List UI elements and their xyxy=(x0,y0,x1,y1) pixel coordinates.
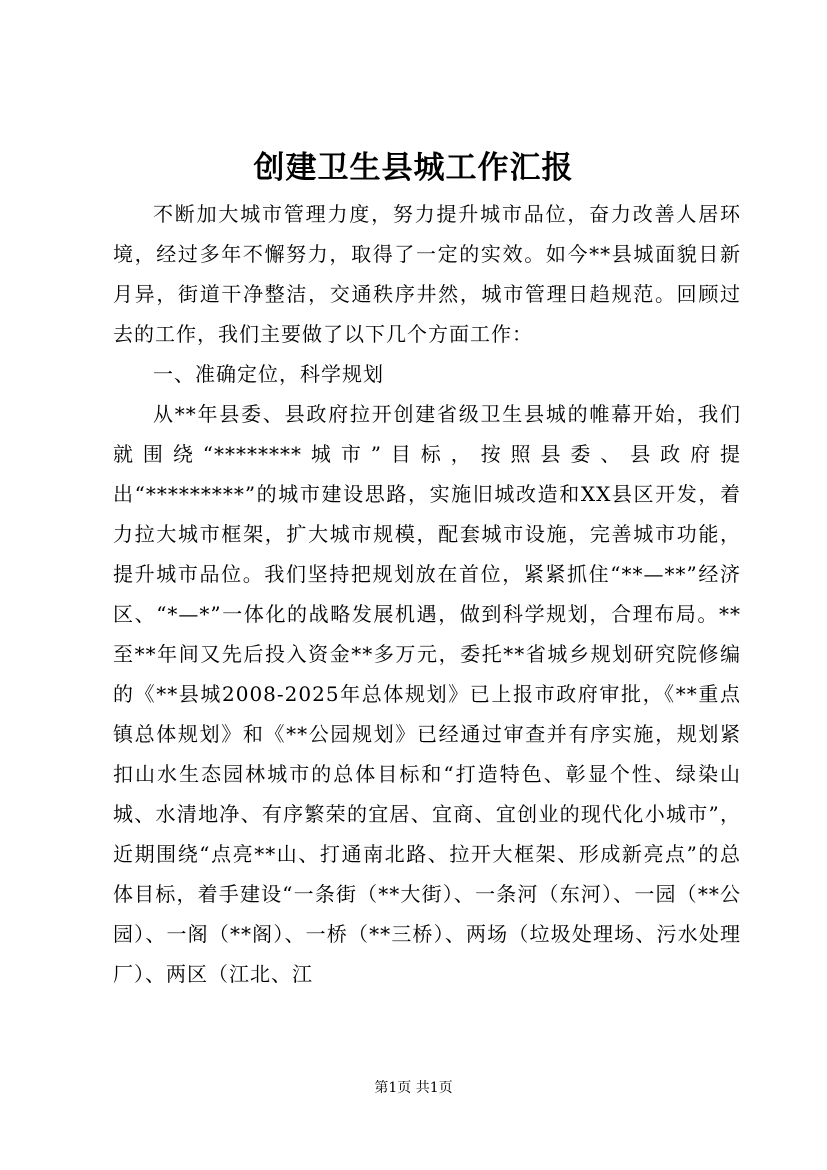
section-paragraph: 从**年县委、县政府拉开创建省级卫生县城的帷幕开始，我们就围绕“********城市”目标，按照县委、县政府提出“*********”的城市建设思路，实施旧城改造和XX县区开发，着力拉大城市框架，扩大城市规模，配套城市设施，完善城市功能，提升城市品位。我们坚持把规划放在首位，紧紧抓住“**—**”经济区、“*—*”一体化的战略发展机遇，做到科学规划，合理布局。**至**年间又先后投入资金**多万元，委托**省城乡规划研究院修编的《**县城2008-2025年总体规划》已上报市政府审批，《**重点镇总体规划》和《**公园规划》已经通过审查并有序实施，规划紧扣山水生态园林城市的总体目标和“打造特色、彰显个性、绿染山城、水清地净、有序繁荣的宜居、宜商、宜创业的现代化小城市”，近期围绕“点亮**山、打通南北路、拉开大框架、形成新亮点”的总体目标，着手建设“一条街（**大街）、一条河（东河）、一园（**公园）、一阁（**阁）、一桥（**三桥）、两场（垃圾处理场、污水处理厂）、两区（江北、江 xyxy=(113,402,741,986)
section-heading: 一、准确定位，科学规划 xyxy=(153,362,384,386)
page-footer: 第1页 共1页 xyxy=(374,1080,453,1096)
document-body xyxy=(113,194,741,994)
intro-paragraph: 不断加大城市管理力度，努力提升城市品位，奋力改善人居环境，经过多年不懈努力，取得了一定的实效。如今**县城面貌日新月异，街道干净整洁，交通秩序井然，城市管理日趋规范。回顾过去的工作，我们主要做了以下几个方面工作： xyxy=(113,202,741,346)
document-title: 创建卫生县城工作汇报 xyxy=(253,150,574,186)
